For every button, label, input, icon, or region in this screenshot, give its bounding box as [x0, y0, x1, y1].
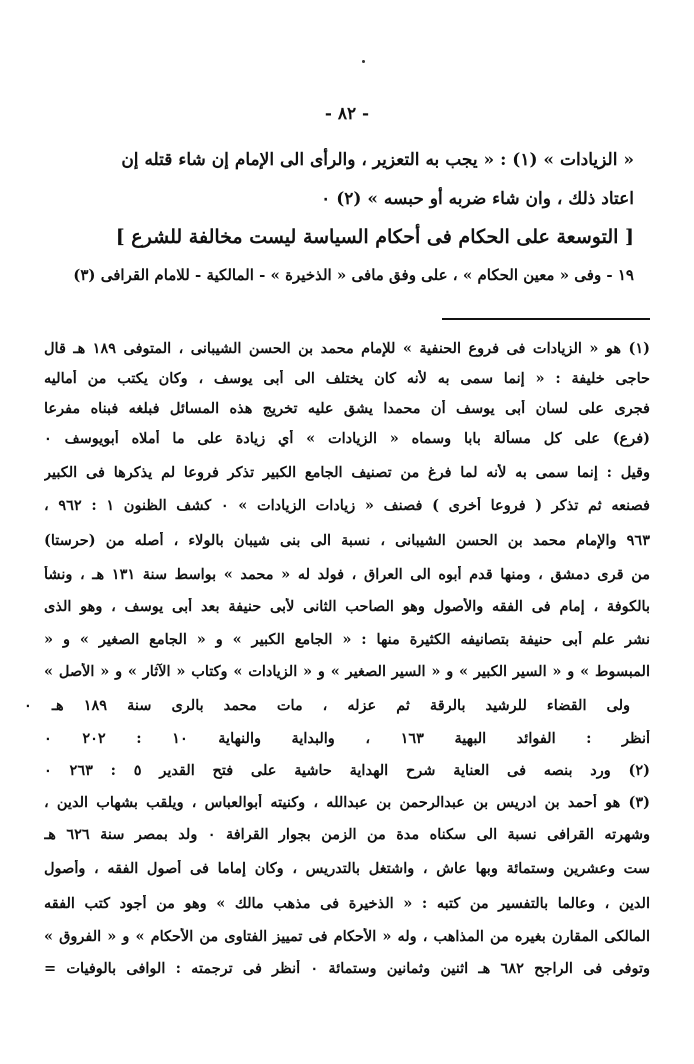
main-line-1: « الزيادات » (١) : « يجب به التعزير ، والرأى الى الإمام إن شاء قتله إن — [121, 150, 634, 170]
footnote-line: ٩٦٣ والإمام محمد بن الحسن الشيبانى ، نسبة الى بنى شيبان بالولاء ، أصله من (حرستا) — [44, 532, 650, 549]
print-speck — [362, 60, 365, 63]
footnote-line: من قرى دمشق ، ومنها قدم أبوه الى العراق ، فولد له « محمد » بواسط سنة ١٣١ هـ ، ونشأ — [44, 566, 650, 583]
section-heading: [ التوسعة على الحكام فى أحكام السياسة ليست مخالفة للشرع ] — [115, 226, 634, 248]
page-number: - ٨٢ - — [324, 104, 370, 124]
footnote-line: وتوفى فى الراجح ٦٨٢ هـ اثنين وثمانين وستمائة ٠ أنظر فى ترجمته : الوافى بالوفيات = — [44, 960, 650, 977]
footnote-line: حاجى خليفة : « إنما سمى به لأنه كان يختلف الى أبى يوسف ، وكان يكتب من أماليه — [44, 370, 650, 387]
footnote-line: (٣) هو أحمد بن ادريس بن عبدالرحمن بن عبدالله ، وكنيته أبوالعباس ، ويلقب بشهاب الدين ، — [44, 794, 650, 811]
main-line-2: اعتاد ذلك ، وان شاء ضربه أو حبسه » (٢) ٠ — [321, 189, 634, 209]
footnote-line: الدين ، وعالما بالتفسير من كتبه : « الذخيرة فى مذهب مالك » وهو من أجود كتب الفقه — [44, 895, 650, 912]
footnote-line: المبسوط » و « السير الكبير » و « السير الصغير » و « الزيادات » وكتاب « الآثار » و « الأصل » — [44, 663, 650, 680]
footnote-line: وشهرته القرافى نسبة الى سكناه مدة من الزمن بجوار القرافة ٠ ولد بمصر سنة ٦٢٦ هـ — [44, 826, 650, 843]
footnote-line: (فرع) على كل مسألة بابا وسماه « الزيادات » أي زيادة على ما أملاه أبويوسف ٠ — [44, 430, 650, 447]
footnote-line: بالكوفة ، إمام فى الفقه والأصول وهو الصاحب الثانى لأبى حنيفة بعد أبى يوسف ، وهو الذى — [44, 598, 650, 615]
footnote-line: المالكى المقارن بغيره من المذاهب ، وله « الأحكام فى تمييز الفتاوى من الأحكام » و « الفروق » — [44, 928, 650, 945]
footnote-line: وقيل : إنما سمى به لأنه لما فرغ من تصنيف الجامع الكبير تذكر فروعا لم يذكرها فى الكبير — [44, 464, 650, 481]
footnote-line: أنظر : الفوائد البهية ١٦٣ ، والبداية والنهاية ١٠ : ٢٠٢ ٠ — [44, 730, 650, 747]
footnote-line: فصنعه ثم تذكر ( فروعا أخرى ) فصنف « زيادات الزيادات » ٠ كشف الظنون ١ : ٩٦٢ ، — [44, 497, 650, 514]
main-line-3: ١٩ - وفى « معين الحكام » ، على وفق مافى « الذخيرة » - المالكية - للامام القرافى (٣) — [73, 266, 634, 284]
footnote-line: ولى القضاء للرشيد بالرقة ثم عزله ، مات محمد بالرى سنة ١٨٩ هـ ٠ — [24, 697, 630, 714]
footnote-line: (١) هو « الزيادات فى فروع الحنفية » للإمام محمد بن الحسن الشيبانى ، المتوفى ١٨٩ هـ قال — [44, 340, 650, 357]
footnote-line: (٢) ورد بنصه فى العناية شرح الهداية حاشية على فتح القدير ٥ : ٢٦٣ ٠ — [44, 762, 650, 779]
footnote-line: فجرى على لسان أبى يوسف أن محمدا يشق عليه تخريج هذه المسائل فبلغه فبناه مفرعا — [44, 400, 650, 417]
footnote-line: نشر علم أبى حنيفة بتصانيفه الكثيرة منها : « الجامع الكبير » و « الجامع الصغير » و « — [44, 631, 650, 648]
footnote-line: ست وعشرين وستمائة وبها عاش ، واشتغل بالتدريس ، وكان إماما فى أصول الفقه ، وأصول — [44, 860, 650, 877]
